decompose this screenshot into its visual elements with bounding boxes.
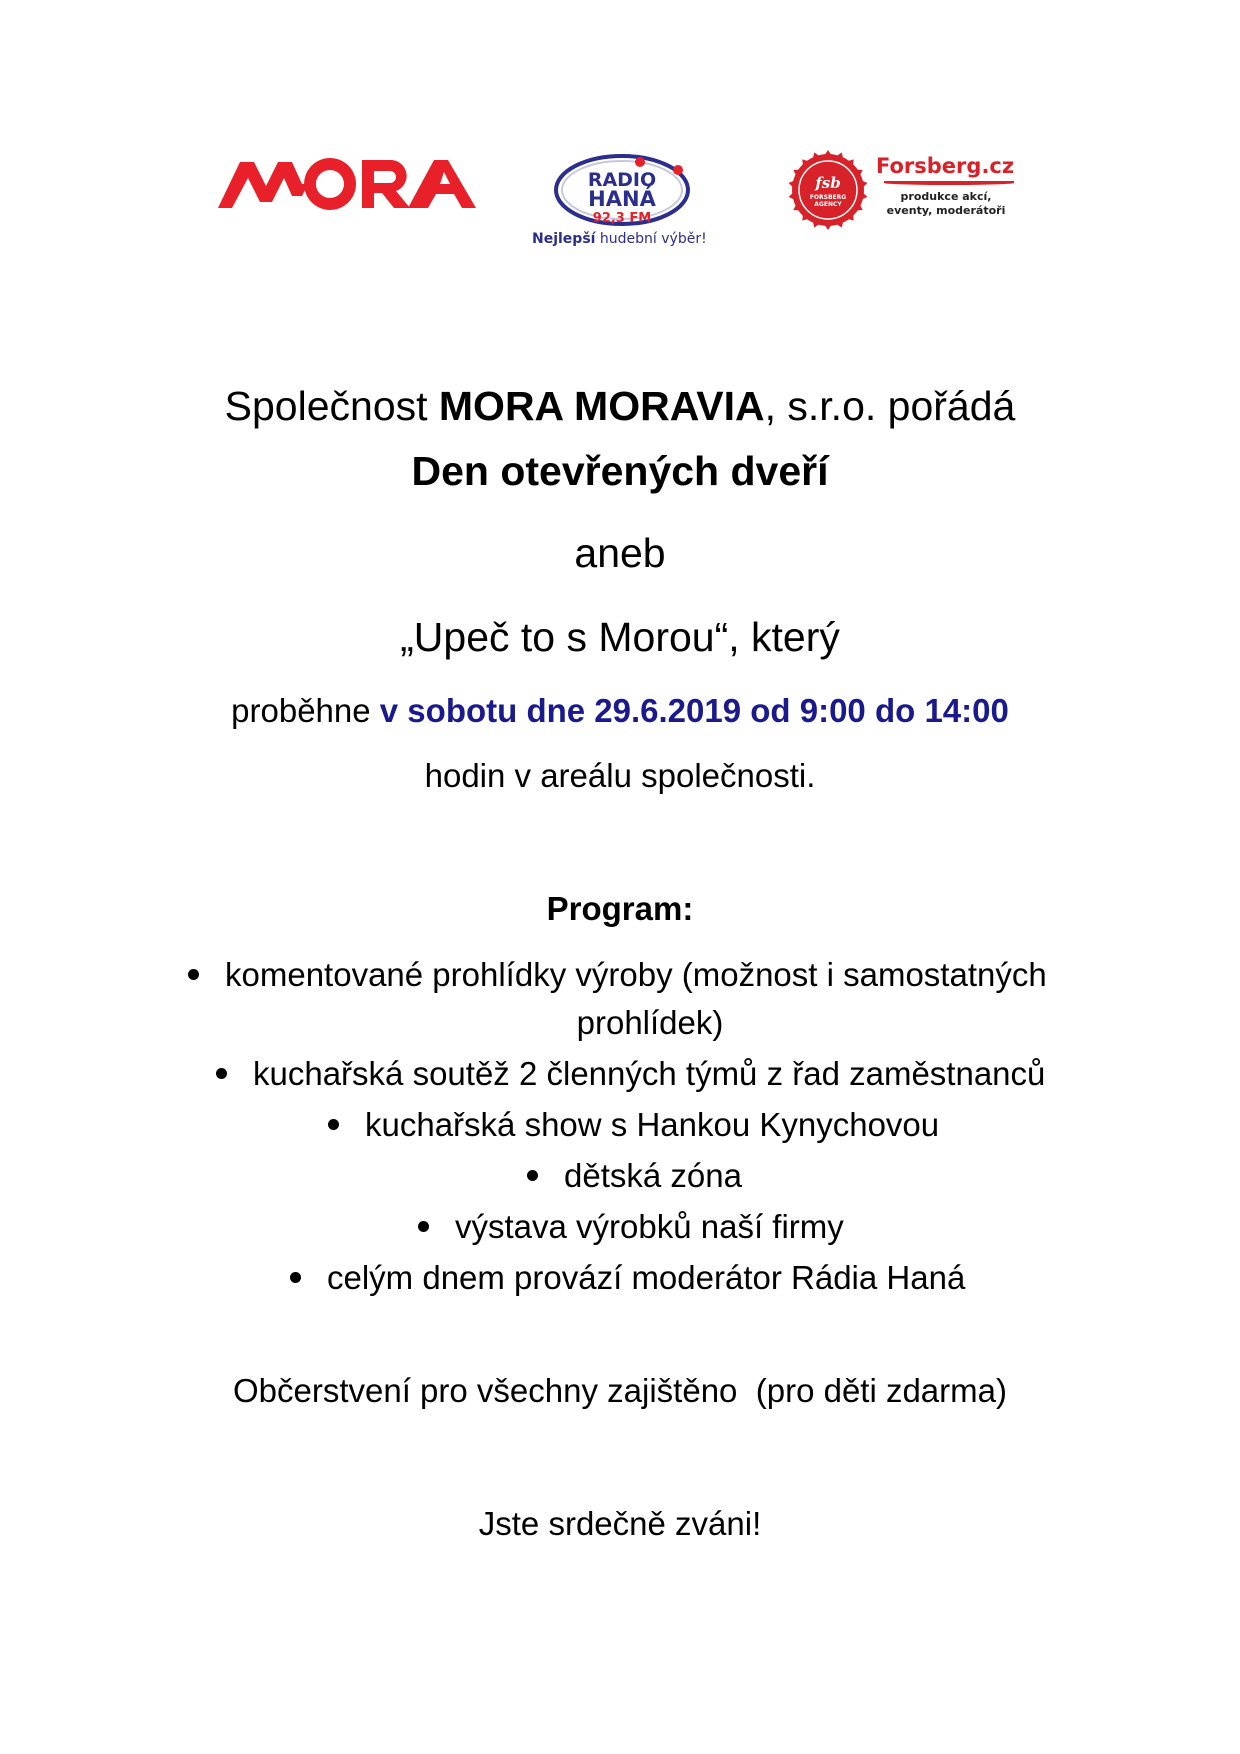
radio-hana-frequency: 92,3 FM bbox=[592, 211, 652, 226]
conjunction: aneb bbox=[574, 530, 666, 576]
forsberg-seal-text-3: AGENCY bbox=[814, 201, 842, 208]
program-item-text: kuchařská show s Hankou Kynychovou bbox=[365, 1106, 940, 1143]
radio-hana-logo bbox=[528, 150, 728, 255]
program-item bbox=[188, 956, 1047, 994]
bullet-icon bbox=[418, 1221, 429, 1232]
company-name: MORA MORAVIA bbox=[438, 383, 765, 429]
organizer-suffix: , s.r.o. pořádá bbox=[764, 383, 1016, 429]
closing-line: Jste srdečně zváni! bbox=[478, 1505, 762, 1542]
forsberg-underline bbox=[884, 181, 1014, 185]
program-item-continuation: prohlídek) bbox=[576, 1004, 724, 1041]
mora-logo bbox=[218, 150, 476, 214]
bullet-icon bbox=[527, 1170, 538, 1181]
radio-hana-slogan bbox=[532, 231, 732, 247]
forsberg-seal-icon bbox=[788, 150, 868, 230]
forsberg-tagline bbox=[886, 190, 1006, 218]
forsberg-logo bbox=[788, 150, 1028, 235]
program-item-text: dětská zóna bbox=[564, 1157, 742, 1194]
event-location: hodin v areálu společnosti. bbox=[424, 757, 816, 794]
program-item bbox=[418, 1208, 844, 1246]
program-heading: Program: bbox=[546, 890, 694, 927]
bullet-icon bbox=[290, 1272, 301, 1283]
program-item bbox=[290, 1259, 965, 1297]
radio-hana-line1: RADIO bbox=[587, 169, 657, 191]
mora-logo-graphic bbox=[218, 150, 476, 214]
radio-hana-slogan-bold: Nejlepší bbox=[532, 231, 596, 247]
organizer-line bbox=[0, 383, 1240, 430]
bullet-icon bbox=[188, 969, 199, 980]
forsberg-brand: Forsberg.cz bbox=[876, 154, 1015, 178]
program-item-text: výstava výrobků naší firmy bbox=[455, 1208, 844, 1245]
program-item-text: celým dnem provází moderátor Rádia Haná bbox=[327, 1259, 966, 1296]
event-subtitle: „Upeč to s Morou“, který bbox=[400, 614, 840, 660]
program-item bbox=[328, 1106, 939, 1144]
program-item-text: komentované prohlídky výroby (možnost i samostatných bbox=[225, 956, 1047, 993]
event-date-time: v sobotu dne 29.6.2019 od 9:00 do 14:00 bbox=[379, 692, 1009, 729]
bullet-icon bbox=[328, 1119, 339, 1130]
bullet-icon bbox=[216, 1068, 227, 1079]
radio-hana-line2: HANÁ bbox=[588, 187, 656, 211]
event-date-line bbox=[0, 692, 1240, 730]
radio-hana-slogan-rest: hudební výběr! bbox=[595, 231, 707, 247]
radio-hana-logo-graphic bbox=[528, 150, 728, 230]
program-item bbox=[527, 1157, 742, 1195]
forsberg-tagline-1: produkce akcí, bbox=[900, 190, 992, 203]
program-item bbox=[216, 1055, 1045, 1093]
date-prefix: proběhne bbox=[231, 692, 380, 729]
organizer-prefix: Společnost bbox=[224, 383, 439, 429]
forsberg-seal-text-2: FORSBERG bbox=[809, 194, 847, 201]
program-item-text: kuchařská soutěž 2 členných týmů z řad zaměstnanců bbox=[253, 1055, 1046, 1092]
refreshments-note: Občerstvení pro všechny zajištěno (pro děti zdarma) bbox=[232, 1372, 1007, 1409]
event-title: Den otevřených dveří bbox=[411, 448, 829, 494]
forsberg-seal-text-1: fsb bbox=[815, 174, 841, 192]
forsberg-tagline-2: eventy, moderátoři bbox=[886, 204, 1006, 217]
